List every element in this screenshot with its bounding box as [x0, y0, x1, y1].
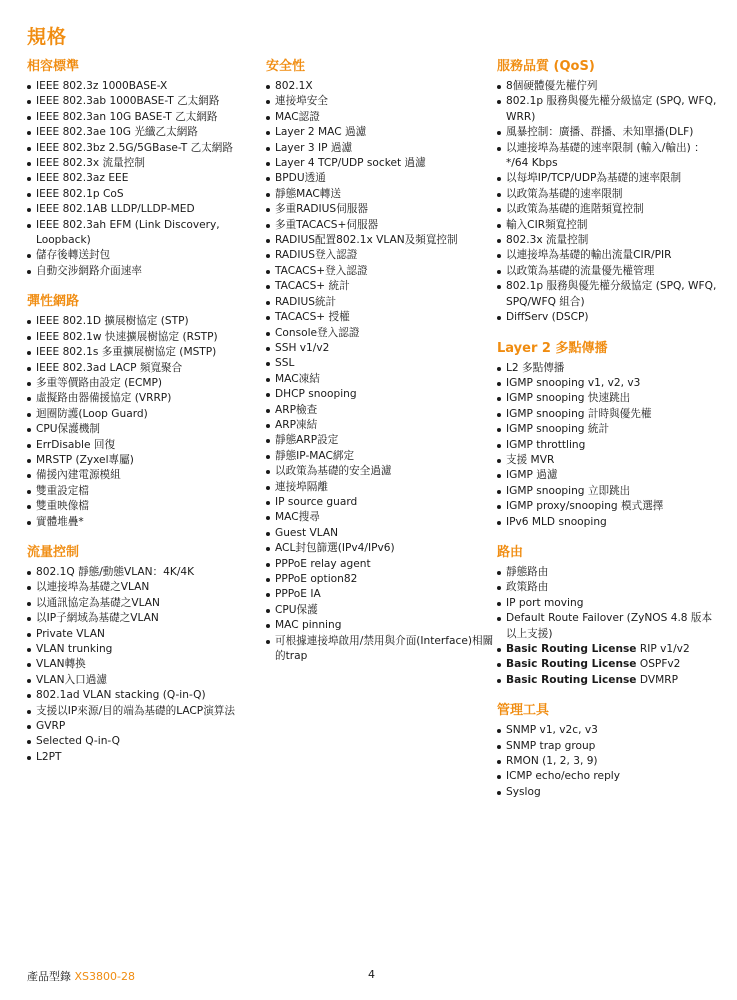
- section-title: 管理工具: [497, 703, 550, 719]
- list-item: IP source guard: [266, 495, 494, 510]
- bullet-list: [497, 565, 719, 688]
- list-item: 多重TACACS+伺服器: [266, 218, 494, 233]
- list-item: 可根據連接埠啟用/禁用與介面(Interface)相關的trap: [266, 634, 494, 665]
- list-item: Layer 2 MAC 過濾: [266, 125, 494, 140]
- list-item: Layer 3 IP 過濾: [266, 141, 494, 156]
- list-item: 風暴控制：廣播、群播、未知單播(DLF): [497, 125, 719, 140]
- section-resilient-networking: [27, 293, 255, 530]
- list-item: L2 多點傳播: [497, 361, 719, 376]
- list-item: 802.1Q 靜態/動態VLAN：4K/4K: [27, 565, 255, 580]
- list-item: IEEE 802.1w 快速擴展樹協定 (RSTP): [27, 330, 255, 345]
- list-item: VLAN轉換: [27, 657, 255, 672]
- page-number: 4: [368, 968, 375, 981]
- list-item: MAC pinning: [266, 618, 494, 633]
- section-standards-compliance: [27, 58, 255, 279]
- list-item: Basic Routing License DVMRP: [497, 673, 719, 688]
- list-item: IEEE 802.3ad LACP 頻寬聚合: [27, 361, 255, 376]
- list-item: RMON (1, 2, 3, 9): [497, 754, 719, 769]
- list-item: CPU保護: [266, 603, 494, 618]
- list-item: 以政策為基礎的安全過濾: [266, 464, 494, 479]
- list-item: 自動交涉網路介面速率: [27, 264, 255, 279]
- list-item: 802.3x 流量控制: [497, 233, 719, 248]
- list-item: GVRP: [27, 719, 255, 734]
- list-item: IGMP snooping 立即跳出: [497, 484, 719, 499]
- section-traffic-management: [27, 544, 255, 765]
- list-item: Console登入認證: [266, 326, 494, 341]
- list-item: 支援 MVR: [497, 453, 719, 468]
- bullet-list: [27, 79, 255, 279]
- list-item: IGMP proxy/snooping 模式選擇: [497, 499, 719, 514]
- list-item: IGMP snooping 計時與優先權: [497, 407, 719, 422]
- list-item: IEEE 802.3an 10G BASE-T 乙太網路: [27, 110, 255, 125]
- list-item: MRSTP (Zyxel專屬): [27, 453, 255, 468]
- list-item: 802.1p 服務與優先權分級協定 (SPQ, WFQ, SPQ/WFQ 組合): [497, 279, 719, 310]
- list-item: 雙重設定檔: [27, 484, 255, 499]
- list-item: TACACS+ 授權: [266, 310, 494, 325]
- list-item: Basic Routing License OSPFv2: [497, 657, 719, 672]
- list-item: IGMP throttling: [497, 438, 719, 453]
- list-item: 多重RADIUS伺服器: [266, 202, 494, 217]
- list-item: IEEE 802.1s 多重擴展樹協定 (MSTP): [27, 345, 255, 360]
- list-item: Private VLAN: [27, 627, 255, 642]
- list-item: SSH v1/v2: [266, 341, 494, 356]
- section-title: 流量控制: [27, 544, 80, 560]
- list-item: 以通訊協定為基礎之VLAN: [27, 596, 255, 611]
- list-item: 政策路由: [497, 580, 719, 595]
- list-item: IEEE 802.3bz 2.5G/5GBase-T 乙太網路: [27, 141, 255, 156]
- list-item: 靜態IP-MAC綁定: [266, 449, 494, 464]
- section-layer2-multicast: [497, 340, 719, 530]
- list-item: 以每埠IP/TCP/UDP為基礎的速率限制: [497, 171, 719, 186]
- section-management: [497, 702, 719, 800]
- list-item: PPPoE relay agent: [266, 557, 494, 572]
- list-item: 連接埠隔離: [266, 480, 494, 495]
- list-item: 802.1p 服務與優先權分級協定 (SPQ, WFQ, WRR): [497, 94, 719, 125]
- list-item: 以政策為基礎的流量優先權管理: [497, 264, 719, 279]
- list-item: DiffServ (DSCP): [497, 310, 719, 325]
- bullet-list: [27, 565, 255, 765]
- list-item: 迴圈防護(Loop Guard): [27, 407, 255, 422]
- footer-model: XS3800-28: [74, 970, 135, 983]
- list-item: ACL封包篩選(IPv4/IPv6): [266, 541, 494, 556]
- section-qos: [497, 58, 719, 326]
- list-item: IEEE 802.1AB LLDP/LLDP-MED: [27, 202, 255, 217]
- column-left: [27, 58, 255, 779]
- list-item: L2PT: [27, 750, 255, 765]
- page-footer: [27, 968, 710, 984]
- list-item: CPU保護機制: [27, 422, 255, 437]
- list-item: IEEE 802.3ae 10G 光纖乙太網路: [27, 125, 255, 140]
- section-title: 彈性網路: [27, 294, 80, 310]
- list-item: 802.1X: [266, 79, 494, 94]
- list-item: MAC搜尋: [266, 510, 494, 525]
- list-item: IPv6 MLD snooping: [497, 515, 719, 530]
- list-item: 儲存後轉送封包: [27, 248, 255, 263]
- section-title: 相容標準: [27, 59, 80, 74]
- list-item: 以連接埠為基礎的輸出流量CIR/PIR: [497, 248, 719, 263]
- section-routing: [497, 544, 719, 688]
- list-item: 虛擬路由器備援協定 (VRRP): [27, 391, 255, 406]
- list-item: 實體堆疊*: [27, 515, 255, 530]
- list-item: 雙重映像檔: [27, 499, 255, 514]
- section-title: 安全性: [266, 59, 306, 74]
- list-item: MAC認證: [266, 110, 494, 125]
- column-middle: [266, 58, 494, 678]
- list-item: TACACS+ 統計: [266, 279, 494, 294]
- list-item: TACACS+登入認證: [266, 264, 494, 279]
- list-item: VLAN trunking: [27, 642, 255, 657]
- list-item: IGMP snooping 快速跳出: [497, 391, 719, 406]
- page-title: 規格: [27, 26, 68, 48]
- list-item: MAC凍結: [266, 372, 494, 387]
- list-item: IGMP 過濾: [497, 468, 719, 483]
- list-item: IGMP snooping v1, v2, v3: [497, 376, 719, 391]
- list-item: Default Route Failover (ZyNOS 4.8 版本以上支援): [497, 611, 719, 642]
- list-item: Basic Routing License RIP v1/v2: [497, 642, 719, 657]
- list-item: SNMP trap group: [497, 739, 719, 754]
- list-item: PPPoE IA: [266, 587, 494, 602]
- list-item: 以連接埠為基礎的速率限制 (輸入/輸出) ：*/64 Kbps: [497, 141, 719, 172]
- list-item: RADIUS配置802.1x VLAN及頻寬控制: [266, 233, 494, 248]
- list-item: PPPoE option82: [266, 572, 494, 587]
- bullet-list: [497, 361, 719, 530]
- list-item: IEEE 802.3az EEE: [27, 171, 255, 186]
- list-item: Selected Q-in-Q: [27, 734, 255, 749]
- list-item: ICMP echo/echo reply: [497, 769, 719, 784]
- section-title: 路由: [497, 544, 524, 560]
- list-item: DHCP snooping: [266, 387, 494, 402]
- list-item: BPDU透通: [266, 171, 494, 186]
- list-item: 802.1ad VLAN stacking (Q-in-Q): [27, 688, 255, 703]
- list-item: Guest VLAN: [266, 526, 494, 541]
- list-item: 8個硬體優先權佇列: [497, 79, 719, 94]
- list-item: RADIUS登入認證: [266, 248, 494, 263]
- list-item: IEEE 802.1D 擴展樹協定 (STP): [27, 314, 255, 329]
- list-item: ARP檢查: [266, 403, 494, 418]
- list-item: SSL: [266, 356, 494, 371]
- bullet-list: [497, 723, 719, 800]
- footer-label: 產品型錄: [27, 970, 75, 983]
- list-item: IEEE 802.3x 流量控制: [27, 156, 255, 171]
- list-item: VLAN入口過濾: [27, 673, 255, 688]
- section-title: 服務品質 (QoS): [497, 59, 595, 74]
- list-item: IEEE 802.3ah EFM (Link Discovery, Loopback): [27, 218, 255, 249]
- list-item: IEEE 802.3ab 1000BASE-T 乙太網路: [27, 94, 255, 109]
- list-item: 備援內建電源模組: [27, 468, 255, 483]
- section-security: [266, 58, 494, 664]
- list-item: 連接埠安全: [266, 94, 494, 109]
- bullet-list: [266, 79, 494, 664]
- list-item: ARP凍結: [266, 418, 494, 433]
- list-item: 靜態路由: [497, 565, 719, 580]
- bullet-list: [27, 314, 255, 530]
- list-item: IGMP snooping 統計: [497, 422, 719, 437]
- section-title: Layer 2 多點傳播: [497, 340, 608, 356]
- bullet-list: [497, 79, 719, 326]
- list-item: 以政策為基礎的進階頻寬控制: [497, 202, 719, 217]
- list-item: RADIUS統計: [266, 295, 494, 310]
- list-item: Syslog: [497, 785, 719, 800]
- list-item: 支援以IP來源/目的端為基礎的LACP演算法: [27, 704, 255, 719]
- list-item: IEEE 802.3z 1000BASE-X: [27, 79, 255, 94]
- list-item: SNMP v1, v2c, v3: [497, 723, 719, 738]
- list-item: 多重等價路由設定 (ECMP): [27, 376, 255, 391]
- list-item: 靜態MAC轉送: [266, 187, 494, 202]
- list-item: ErrDisable 回復: [27, 438, 255, 453]
- list-item: 以IP子網域為基礎之VLAN: [27, 611, 255, 626]
- column-right: [497, 58, 719, 814]
- list-item: 以政策為基礎的速率限制: [497, 187, 719, 202]
- list-item: 以連接埠為基礎之VLAN: [27, 580, 255, 595]
- list-item: 輸入CIR頻寬控制: [497, 218, 719, 233]
- list-item: IP port moving: [497, 596, 719, 611]
- list-item: 靜態ARP設定: [266, 433, 494, 448]
- list-item: IEEE 802.1p CoS: [27, 187, 255, 202]
- list-item: Layer 4 TCP/UDP socket 過濾: [266, 156, 494, 171]
